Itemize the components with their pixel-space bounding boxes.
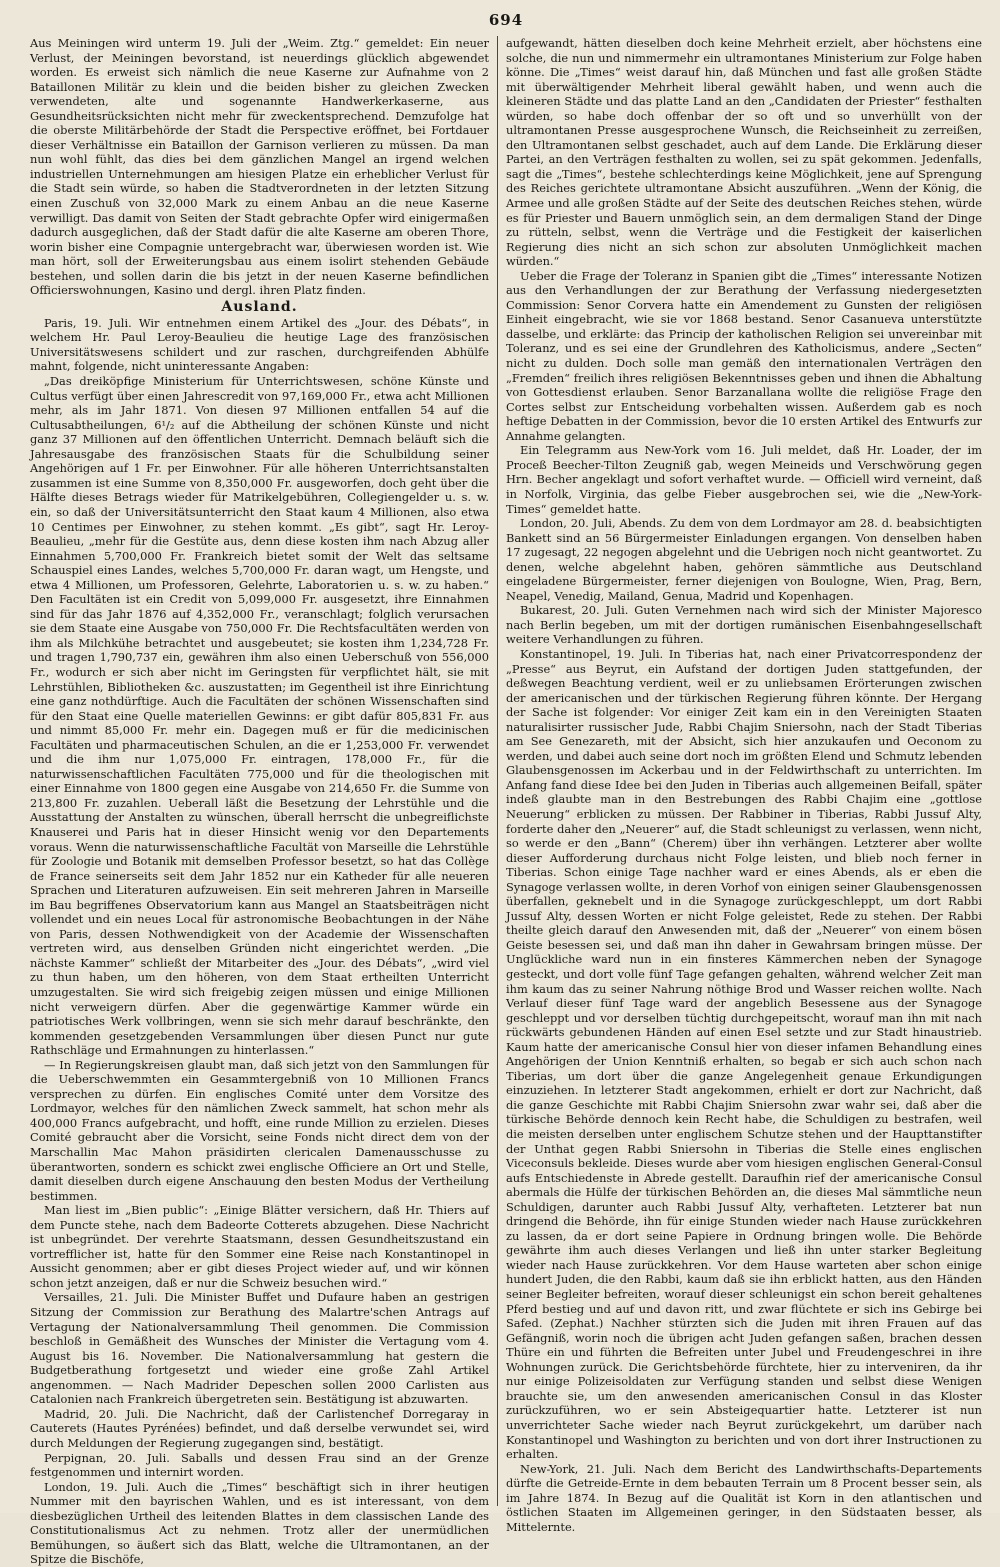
article-bukarest: Bukarest, 20. Juli. Guten Vernehmen nach wird sich der Minister Majoresco nach Berlin begeben, um mit der dortigen rumänischen Eisenbahngesellschaft weitere Verhandlungen zu führen.	[506, 603, 982, 647]
page-number: 694	[488, 11, 524, 29]
article-london-bankett: London, 20. Juli, Abends. Zu dem von dem Lordmayor am 28. d. beabsichtigten Bankett sind an 56 Bürgermeister Einladungen ergangen. Von denselben haben 17 zugesagt, 22 negogen abgelehnt und die Uebrigen noch nicht geantwortet. Zu denen, welche abgelehnt haben, gehören sämmtliche aus Deutschland eingeladene Bürgermeister, ferner diejenigen von Boulogne, Wien, Prag, Bern, Neapel, Venedig, Mailand, Genua, Madrid und Kopenhagen.	[506, 516, 982, 603]
article-telegramm-newyork: Ein Telegramm aus New-York vom 16. Juli meldet, daß Hr. Loader, der im Proceß Beecher-Tilton Zeugniß gab, wegen Meineids und Verschwörung gegen Hrn. Becher angeklagt und sofort verhaftet wurde. — Officiell wird verneint, daß in Norfolk, Virginia, das gelbe Fieber ausgebrochen sei, wie die „New-York-Times“ gemeldet hatte.	[506, 443, 982, 516]
article-versailles: Versailles, 21. Juli. Die Minister Buffet und Dufaure haben an gestrigen Sitzung der Commission zur Berathung des Malartre'schen Antrags auf Vertagung der Nationalversammlung Theil genommen. Die Commission beschloß in Gemäßheit des Wunsches der Minister die Vertagung vom 4. August bis 16. November. Die Nationalversammlung hat gestern die Budgetberathung fortgesetzt und wieder eine große Zahl Artikel angenommen. — Nach Madrider Depeschen sollen 2000 Carlisten aus Catalonien nach Frankreich übergetreten sein. Bestätigung ist abzuwarten.	[30, 1290, 489, 1407]
article-paris-intro: Paris, 19. Juli. Wir entnehmen einem Artikel des „Jour. des Débats“, in welchem Hr. Paul Leroy-Beaulieu die heutige Lage des französischen Universitätswesens schildert und zur raschen, durchgreifenden Abhülfe mahnt, folgende, nicht uninteressante Angaben:	[30, 315, 489, 374]
article-paris-collection: — In Regierungskreisen glaubt man, daß sich jetzt von den Sammlungen für die Ueberschwemmten ein Gesammtergebniß von 10 Millionen Francs versprechen zu dürfen. Ein englisches Comité unter dem Vorsitze des Lordmayor, welches für den nämlichen Zweck sammelt, hat schon mehr als 400,000 Francs aufgebracht, und hofft, eine runde Million zu erzielen. Dieses Comité gebraucht aber die Vorsicht, seine Fonds nicht direct dem von der Marschallin Mac Mahon präsidirten clericalen Damenausschusse zu überantworten, sondern es schickt zwei englische Officiere an Ort und Stelle, damit dieselben durch eigene Anschauung den besten Modus der Vertheilung bestimmen.	[30, 1057, 489, 1203]
article-konstantinopel: Konstantinopel, 19. Juli. In Tiberias hat, nach einer Privatcorrespondenz der „Presse“ aus Beyrut, ein Aufstand der dortigen Juden stattgefunden, der deßwegen Beachtung verdient, weil er zu unliebsamen Erörterungen zwischen der americanischen und der türkischen Regierung führen könnte. Der Hergang der Sache ist folgender: Vor einiger Zeit kam ein in den Vereinigten Staaten naturalisirter russischer Jude, Rabbi Chajim Sniersohn, nach der Stadt Tiberias am See Genezareth, mit der Absicht, sich hier anzukaufen und Oeconom zu werden, und dabei auch seine dort noch im größten Elend und Schmutz lebenden Glaubensgenossen im Ackerbau und in der Feldwirthschaft zu unterrichten. Im Anfang fand diese Idee bei den Juden in Tiberias auch allgemeinen Beifall, später indeß glaubte man in den Bestrebungen des Rabbi Chajim eine „gottlose Neuerung“ erblicken zu müssen. Der Rabbiner in Tiberias, Rabbi Jussuf Alty, forderte daher den „Neuerer“ auf, die Stadt schleunigst zu verlassen, wenn nicht, so werde er den „Bann“ (Cherem) über ihn verhängen. Letzterer aber wollte dieser Aufforderung durchaus nicht Folge leisten, und blieb noch ferner in Tiberias. Schon einige Tage nachher ward er eines Abends, als er eben die Synagoge verlassen wollte, in deren Vorhof von einigen seiner Glaubensgenossen überfallen, geknebelt und in die Synagoge zurückgeschleppt, um dort Rabbi Jussuf Alty, dessen Worten er nicht Folge geleistet, Rede zu stehen. Der Rabbi theilte gleich darauf den Anwesenden mit, daß der „Neuerer“ von einem bösen Geiste besessen sei, und daß man ihn daher in Gewahrsam bringen müsse. Der Unglückliche ward nun in ein finsteres Kämmerchen neben der Synagoge gesteckt, und dort volle fünf Tage gefangen gehalten, während welcher Zeit man ihm kaum das zu seiner Nahrung nöthige Brod und Wasser reichen wollte. Nach Verlauf dieser fünf Tage ward der angeblich Besessene aus der Synagoge geschleppt und vor derselben tüchtig durchgepeitscht, worauf man ihn mit nach rückwärts gebundenen Händen auf einen Esel setzte und zur Stadt hinaustrieb. Kaum hatte der americanische Consul hier von dieser infamen Behandlung eines Angehörigen der Union Kenntniß erhalten, so begab er sich auch schon nach Tiberias, um dort über die ganze Angelegenheit genaue Erkundigungen einzuziehen. In letzterer Stadt angekommen, erhielt er dort zur Nachricht, daß die ganze Geschichte mit Rabbi Chajim Sniersohn zwar wahr sei, daß aber die türkische Behörde dennoch kein Recht habe, die Schuldigen zu bestrafen, weil die meisten derselben unter englischem Schutze stehen und der Haupttanstifter der Unthat gegen Rabbi Sniersohn in Tiberias die Stelle eines englischen Viceconsuls bekleide. Dieses wurde aber vom hiesigen englischen General-Consul aufs Entschiedenste in Abrede gestellt. Daraufhin rief der americanische Consul abermals die Hülfe der türkischen Behörden an, die dieses Mal sämmtliche neun Schuldigen, darunter auch Rabbi Jussuf Alty, verhafteten. Letzterer bat nun dringend die Behörde, ihn für einige Stunden wieder nach Hause zurückkehren zu lassen, da er dort seine Papiere in Ordnung bringen wolle. Die Behörde gewährte ihm auch dieses Verlangen und ließ ihn unter starker Begleitung wieder nach Hause zurückkehren. Vor dem Hause warteten aber schon einige hundert Juden, die den Rabbi, kaum daß sie ihn erblickt hatten, aus den Händen seiner Begleiter befreiten, worauf dieser schleunigst ein schon bereit gehaltenes Pferd bestieg und auf und davon ritt, und zwar flüchtete er sich ins Gebirge bei Safed. (Zephat.) Nachher stürzten sich die Juden mit ihren Frauen auf das Gefängniß, worin noch die übrigen acht Juden gefangen saßen, brachen dessen Thüre ein und führten die Befreiten unter Jubel und Freudengeschrei in ihre Wohnungen zurück. Die Gerichtsbehörde fürchtete, hier zu interveniren, da ihr nur einige Polizeisoldaten zur Verfügung standen und selbst diese Wenigen brauchte sie, um den anwesenden americanischen Consul in das Kloster zurückzuführen, wo er sein Absteigequartier hatte. Letzterer ist nun unverrichteter Sache wieder nach Beyrut zurückgekehrt, um darüber nach Konstantinopel und Washington zu berichten und von dort ihrer Instructionen zu erhalten.	[506, 646, 982, 1462]
article-paris-thiers: Man liest im „Bien public“: „Einige Blätter versichern, daß Hr. Thiers auf dem Puncte stehe, nach dem Badeorte Cotterets abzugehen. Diese Nachricht ist unbegründet. Der verehrte Staatsmann, dessen Gesundheitszustand ein vortrefflicher ist, hatte für den Sommer eine Reise nach Konstantinopel in Aussicht genommen; aber er gibt dieses Project wieder auf, und wir können schon jetzt anzeigen, daß er nur die Schweiz besuchen wird.“	[30, 1203, 489, 1290]
article-paris-quote: „Das dreiköpfige Ministerium für Unterrichtswesen, schöne Künste und Cultus verfügt über einen Jahrescredit von 97,169,000 Fr., etwa acht Millionen mehr, als im Jahr 1871. Von diesen 97 Millionen entfallen 54 auf die Cultusabtheilungen, 6¹/₂ auf die Abtheilung der schönen Künste und nicht ganz 37 Millionen auf den öffentlichen Unterricht. Demnach beläuft sich die Jahresausgabe des französischen Staats für die Schulbildung seiner Angehörigen auf 1 Fr. per Einwohner. Für alle höheren Unterrichtsanstalten zusammen ist eine Summe von 8,350,000 Fr. ausgeworfen, doch geht über die Hälfte dieses Betrags wieder für Matrikelgebühren, Collegiengelder u. s. w. ein, so daß der Universitätsunterricht den Staat kaum 4 Millionen, also etwa 10 Centimes per Einwohner, zu stehen kommt. „Es gibt“, sagt Hr. Leroy-Beaulieu, „mehr für die Gestüte aus, denn diese kosten ihm nach Abzug aller Einnahmen 5,700,000 Fr. Frankreich bietet somit der Welt das seltsame Schauspiel eines Landes, welches 5,700,000 Fr. daran wagt, um Hengste, und etwa 4 Millionen, um Professoren, Gelehrte, Laboratorien u. s. w. zu haben.“ Den Facultäten ist ein Credit von 5,099,000 Fr. ausgesetzt, ihre Einnahmen sind für das Jahr 1876 auf 4,352,000 Fr., veranschlagt; folglich verursachen sie dem Staate eine Ausgabe von 750,000 Fr. Die Rechtsfacultäten werden von ihm als Milchkühe betrachtet und ausgebeutet; sie kosten ihm 1,234,728 Fr. und tragen 1,790,737 ein, gewähren ihm also einen Ueberschuß von 556,000 Fr., wodurch er sich aber nicht im Geringsten für verpflichtet hält, sie mit Lehrstühlen, Bibliotheken &c. auszustatten; im Gegentheil ist ihre Einrichtung eine ganz nothdürftige. Auch die Facultäten der schönen Wissenschaften sind für den Staat eine Quelle materiellen Gewinns: er gibt dafür 805,831 Fr. aus und nimmt 85,000 Fr. mehr ein. Dagegen muß er für die medicinischen Facultäten und pharmaceutischen Schulen, an die er 1,253,000 Fr. verwendet und die ihm nur 1,075,000 Fr. eintragen, 178,000 Fr., für die naturwissenschaftlichen Facultäten 775,000 und für die theologischen mit einer Einnahme von 1800 gegen eine Ausgabe von 214,650 Fr. die Summe von 213,800 Fr. zuzahlen. Ueberall läßt die Besetzung der Lehrstühle und die Ausstattung der Anstalten zu wünschen, überall herrscht die unbegreiflichste Knauserei und Paris hat in dieser Hinsicht wenig vor den Departements voraus. Wenn die naturwissenschaftliche Facultät von Marseille die Lehrstühle für Zoologie und Botanik mit demselben Professor besetzt, so hat das Collège de France seinerseits seit dem Jahr 1852 nur ein Katheder für alle neueren Sprachen und Literaturen aufzuweisen. Ein seit mehreren Jahren in Marseille im Bau begriffenes Observatorium kann aus Mangel an Staatsbeiträgen nicht vollendet und ein neues Local für astronomische Beobachtungen in der Nähe von Paris, dessen Nothwendigkeit von der Academie der Wissenschaften vertreten wird, aus denselben Gründen nicht eingerichtet werden. „Die nächste Kammer“ schließt der Mitarbeiter des „Jour. des Débats“, „wird viel zu thun haben, um den höheren, von dem Staat ertheilten Unterricht umzugestalten. Sie wird sich freigebig zeigen müssen und einige Millionen nicht verweigern dürfen. Aber die gegenwärtige Kammer würde ein patriotisches Werk vollbringen, wenn sie sich mehr darauf beschränkte, den kommenden gesetzgebenden Versammlungen über diesen Punct nur gute Rathschläge und Ermahnungen zu hinterlassen.“	[30, 374, 489, 1058]
article-meiningen: Aus Meiningen wird unterm 19. Juli der „Weim. Ztg.“ gemeldet: Ein neuer Verlust, der Meiningen bevorstand, ist neuerdings glücklich abgewendet worden. Es erweist sich nämlich die neue Kaserne zur Aufnahme von 2 Bataillonen Militär zu klein und die beiden bisher zu gleichen Zwecken verwendeten, alte und sogenannte Handwerkerkaserne, aus Gesundheitsrücksichten nicht mehr für zweckentsprechend. Demzufolge hat die oberste Militärbehörde der Stadt die Perspective eröffnet, bei Fortdauer dieser Verhältnisse ein Bataillon der Garnison verlieren zu müssen. Da man nun wohl fühlt, das dies bei dem gänzlichen Mangel an irgend welchen industriellen Unternehmungen am hiesigen Platze ein erheblicher Verlust für die Stadt sein würde, so haben die Stadtverordneten in der letzten Sitzung einen Zuschuß von 32,000 Mark zu einem Anbau an die neue Kaserne verwilligt. Das damit von Seiten der Stadt gebrachte Opfer wird einigermaßen dadurch ausgeglichen, daß der Stadt dafür die alte Kaserne am oberen Thore, worin bisher eine Compagnie untergebracht war, überwiesen worden ist. Wie man hört, soll der Erweiterungsbau aus einem isolirt stehenden Gebäude bestehen, und sollen darin die bis jetzt in der neuen Kaserne befindlichen Officierswohnungen, Kasino und dergl. ihren Platz finden.	[30, 36, 489, 298]
left-column	[30, 36, 498, 1567]
section-heading-ausland: Ausland.	[221, 298, 298, 315]
right-column	[498, 36, 982, 1534]
article-newyork-ernte: New-York, 21. Juli. Nach dem Bericht des Landwirthschafts-Departements dürfte die Getreide-Ernte in dem bebauten Terrain um 8 Procent besser sein, als im Jahre 1874. In Bezug auf die Qualität ist Korn in den atlantischen und östlichen Staaten im Allgemeinen geringer, in den Südstaaten besser, als Mittelernte.	[506, 1461, 982, 1534]
article-london-times: London, 19. Juli. Auch die „Times“ beschäftigt sich in ihrer heutigen Nummer mit den bayrischen Wahlen, und es ist interessant, von dem diesbezüglichen Urtheil des leitenden Blattes in dem classischen Lande des Constitutionalismus Act zu nehmen. Trotz aller der unermüdlichen Bemühungen, so äußert sich das Blatt, welche die Ultramontanen, an der Spitze die Bischöfe,	[30, 1479, 489, 1567]
article-perpignan: Perpignan, 20. Juli. Saballs und dessen Frau sind an der Grenze festgenommen und internirt worden.	[30, 1450, 489, 1480]
article-toleranz-spanien: Ueber die Frage der Toleranz in Spanien gibt die „Times“ interessante Notizen aus den Verhandlungen der zur Berathung der Verfassung niedergesetzten Commission: Senor Corvera hatte ein Amendement zu Gunsten der religiösen Einheit eingebracht, wie sie vor 1868 bestand. Senor Casanueva unterstützte dasselbe, und erklärte: das Princip der katholischen Religion sei unvereinbar mit Toleranz, und es sei eine der Grundlehren des Katholicismus, andere „Secten“ nicht zu dulden. Doch solle man gemäß den internationalen Verträgen den „Fremden“ freilich ihres religiösen Bekenntnisses geben und ihnen die Abhaltung von Gottesdienst erlauben. Senor Barzanallana wollte die religiöse Frage den Cortes selbst zur Entscheidung vorbehalten wissen. Außerdem gab es noch heftige Debatten in der Commission, bevor die 10 ersten Artikel des Entwurfs zur Annahme gelangten.	[506, 268, 982, 443]
columns	[30, 36, 982, 1567]
article-madrid: Madrid, 20. Juli. Die Nachricht, daß der Carlistenchef Dorregaray in Cauterets (Hautes Pyrénées) befindet, und daß derselbe verwundet sei, wird durch Meldungen der Regierung zugegangen sind, bestätigt.	[30, 1406, 489, 1450]
article-london-times-continued: aufgewandt, hätten dieselben doch keine Mehrheit erzielt, aber höchstens eine solche, die nun und nimmermehr ein ultramontanes Ministerium zur Folge haben könne. Die „Times“ weist darauf hin, daß München und fast alle großen Städte mit überwältigender Mehrheit liberal gewählt haben, und wenn auch die kleineren Städte und das platte Land an den „Candidaten der Priester“ festhalten würden, so habe doch offenbar der so oft und so unverhüllt von der ultramontanen Presse ausgesprochene Wunsch, die Reichseinheit zu zerreißen, den Ultramontanen selbst geschadet, auch auf dem Lande. Die Erklärung dieser Partei, an den Verträgen festhalten zu wollen, sei zu spät gekommen. Jedenfalls, sagt die „Times“, bestehe schlechterdings keine Möglichkeit, jene auf Sprengung des Reiches gerichtete ultramontane Absicht auszuführen. „Wenn der König, die Armee und alle großen Städte auf der Seite des deutschen Reiches stehen, würde es für Priester und Bauern unmöglich sein, an dem dermaligen Stand der Dinge zu rütteln, selbst, wenn die Verträge und die Festigkeit der kaiserlichen Regierung dies nicht an sich schon zur absoluten Unmöglichkeit machen würden.“	[506, 36, 982, 269]
